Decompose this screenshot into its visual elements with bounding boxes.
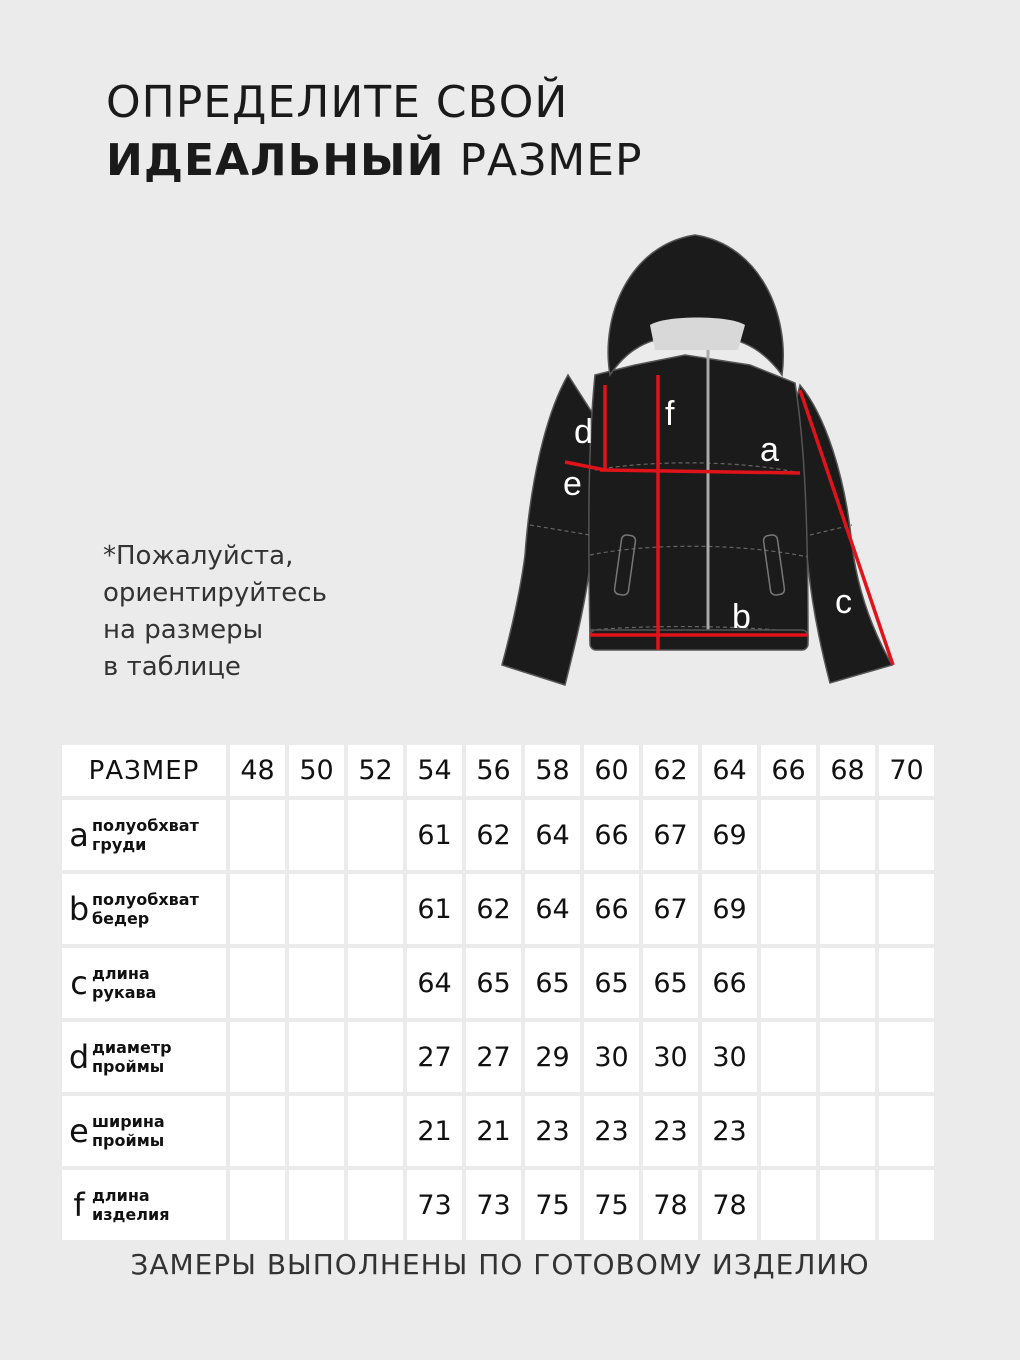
measurement-letter: e — [69, 1112, 89, 1150]
table-cell — [761, 1022, 816, 1092]
table-cell: 21 — [407, 1096, 462, 1166]
table-cell — [879, 874, 934, 944]
size-note: *Пожалуйста, ориентируйтесь на размеры в таблице — [103, 541, 327, 682]
table-cell — [761, 874, 816, 944]
size-col: 62 — [643, 745, 698, 796]
measurement-desc-line-1: ширина — [92, 1112, 165, 1131]
measurement-desc-line-2: изделия — [92, 1205, 170, 1224]
table-cell — [289, 1170, 344, 1240]
diagram-label-f: f — [665, 395, 675, 433]
measurement-label — [62, 948, 226, 1018]
measurement-desc-line-1: длина — [92, 964, 150, 983]
measurement-description — [92, 1038, 172, 1076]
table-cell: 65 — [643, 948, 698, 1018]
table-cell — [820, 1096, 875, 1166]
measurement-label — [62, 874, 226, 944]
table-cell: 23 — [584, 1096, 639, 1166]
diagram-label-b: b — [732, 598, 751, 636]
size-col: 66 — [761, 745, 816, 796]
jacket-measurement-diagram — [490, 225, 910, 695]
table-cell — [761, 948, 816, 1018]
table-cell — [289, 1096, 344, 1166]
title-line-1: ОПРЕДЕЛИТЕ СВОЙ — [106, 77, 569, 128]
measurement-letter: a — [69, 816, 89, 854]
measurement-letter: c — [70, 964, 88, 1002]
table-cell — [230, 874, 285, 944]
measurement-description — [92, 816, 199, 854]
table-cell — [230, 1096, 285, 1166]
table-cell: 78 — [702, 1170, 757, 1240]
table-cell — [230, 948, 285, 1018]
table-cell: 23 — [525, 1096, 580, 1166]
table-cell: 30 — [643, 1022, 698, 1092]
table-cell — [348, 874, 403, 944]
table-row — [62, 1022, 934, 1092]
table-cell — [761, 1096, 816, 1166]
title-line-2-rest: РАЗМЕР — [459, 135, 643, 186]
table-cell: 62 — [466, 874, 521, 944]
table-cell — [348, 1170, 403, 1240]
table-cell — [289, 948, 344, 1018]
size-header-row — [62, 745, 934, 796]
measurement-desc-line-1: длина — [92, 1186, 150, 1205]
table-cell: 66 — [584, 800, 639, 870]
table-cell — [820, 874, 875, 944]
measurement-desc-line-2: проймы — [92, 1131, 165, 1150]
table-row — [62, 1096, 934, 1166]
hood-lining — [650, 318, 745, 351]
size-col: 48 — [230, 745, 285, 796]
table-cell: 66 — [584, 874, 639, 944]
table-cell — [230, 1022, 285, 1092]
table-cell: 61 — [407, 874, 462, 944]
table-cell — [289, 874, 344, 944]
table-cell — [820, 1022, 875, 1092]
size-col: 56 — [466, 745, 521, 796]
diagram-label-e: e — [563, 465, 582, 503]
size-col: 60 — [584, 745, 639, 796]
size-header-label: РАЗМЕР — [62, 745, 226, 796]
table-cell: 73 — [466, 1170, 521, 1240]
table-cell — [820, 948, 875, 1018]
table-cell — [289, 1022, 344, 1092]
measurement-desc-line-2: проймы — [92, 1057, 165, 1076]
jacket-hem — [590, 630, 808, 650]
measurement-label — [62, 1170, 226, 1240]
size-col: 54 — [407, 745, 462, 796]
size-col: 70 — [879, 745, 934, 796]
page-title — [106, 74, 643, 190]
jacket-body — [589, 355, 808, 640]
table-cell: 69 — [702, 800, 757, 870]
table-cell: 65 — [466, 948, 521, 1018]
measurement-label — [62, 1096, 226, 1166]
measurement-description — [92, 964, 156, 1002]
table-cell: 64 — [407, 948, 462, 1018]
table-cell: 64 — [525, 874, 580, 944]
table-cell: 67 — [643, 800, 698, 870]
table-cell: 66 — [702, 948, 757, 1018]
table-cell: 62 — [466, 800, 521, 870]
measurement-description — [92, 1186, 169, 1224]
table-cell: 64 — [525, 800, 580, 870]
table-cell — [879, 1022, 934, 1092]
measurement-desc-line-1: полуобхват — [92, 816, 199, 835]
table-row — [62, 874, 934, 944]
table-row — [62, 800, 934, 870]
table-cell: 27 — [407, 1022, 462, 1092]
measurement-letter: f — [73, 1186, 85, 1224]
measurement-letter: d — [68, 1038, 90, 1076]
table-cell: 27 — [466, 1022, 521, 1092]
table-cell — [348, 800, 403, 870]
measurement-desc-line-1: диаметр — [92, 1038, 172, 1057]
table-cell: 23 — [702, 1096, 757, 1166]
size-col: 58 — [525, 745, 580, 796]
table-cell: 69 — [702, 874, 757, 944]
table-cell — [348, 1096, 403, 1166]
table-cell — [230, 1170, 285, 1240]
table-cell: 21 — [466, 1096, 521, 1166]
table-cell: 23 — [643, 1096, 698, 1166]
table-cell: 75 — [584, 1170, 639, 1240]
table-cell: 78 — [643, 1170, 698, 1240]
title-bold-word: ИДЕАЛЬНЫЙ — [106, 135, 445, 186]
table-cell — [348, 1022, 403, 1092]
footer-note: ЗАМЕРЫ ВЫПОЛНЕНЫ ПО ГОТОВОМУ ИЗДЕЛИЮ — [130, 1248, 870, 1281]
table-cell — [230, 800, 285, 870]
table-cell: 65 — [525, 948, 580, 1018]
table-cell: 30 — [702, 1022, 757, 1092]
table-row — [62, 1170, 934, 1240]
measurement-label — [62, 1022, 226, 1092]
table-cell — [879, 1170, 934, 1240]
measurement-desc-line-2: груди — [92, 835, 147, 854]
measurement-description — [92, 1112, 165, 1150]
table-cell: 29 — [525, 1022, 580, 1092]
diagram-label-d: d — [574, 413, 593, 451]
table-cell: 67 — [643, 874, 698, 944]
hood — [608, 235, 783, 375]
table-cell: 75 — [525, 1170, 580, 1240]
size-col: 64 — [702, 745, 757, 796]
size-table-body — [62, 800, 934, 1240]
size-col: 68 — [820, 745, 875, 796]
table-cell: 73 — [407, 1170, 462, 1240]
measurement-letter: b — [68, 890, 90, 928]
table-cell — [348, 948, 403, 1018]
table-cell: 61 — [407, 800, 462, 870]
measurement-description — [92, 890, 199, 928]
table-cell — [820, 800, 875, 870]
table-row — [62, 948, 934, 1018]
diagram-label-a: a — [760, 431, 779, 469]
table-cell — [820, 1170, 875, 1240]
table-cell — [289, 800, 344, 870]
table-cell — [879, 800, 934, 870]
size-col: 52 — [348, 745, 403, 796]
measurement-label — [62, 800, 226, 870]
table-cell — [879, 948, 934, 1018]
table-cell — [879, 1096, 934, 1166]
measurement-desc-line-1: полуобхват — [92, 890, 199, 909]
size-col: 50 — [289, 745, 344, 796]
measurement-desc-line-2: рукава — [92, 983, 157, 1002]
measurement-desc-line-2: бедер — [92, 909, 150, 928]
table-cell: 65 — [584, 948, 639, 1018]
table-cell: 30 — [584, 1022, 639, 1092]
table-cell — [761, 1170, 816, 1240]
size-table — [58, 741, 938, 1244]
diagram-label-c: c — [835, 583, 852, 621]
table-cell — [761, 800, 816, 870]
